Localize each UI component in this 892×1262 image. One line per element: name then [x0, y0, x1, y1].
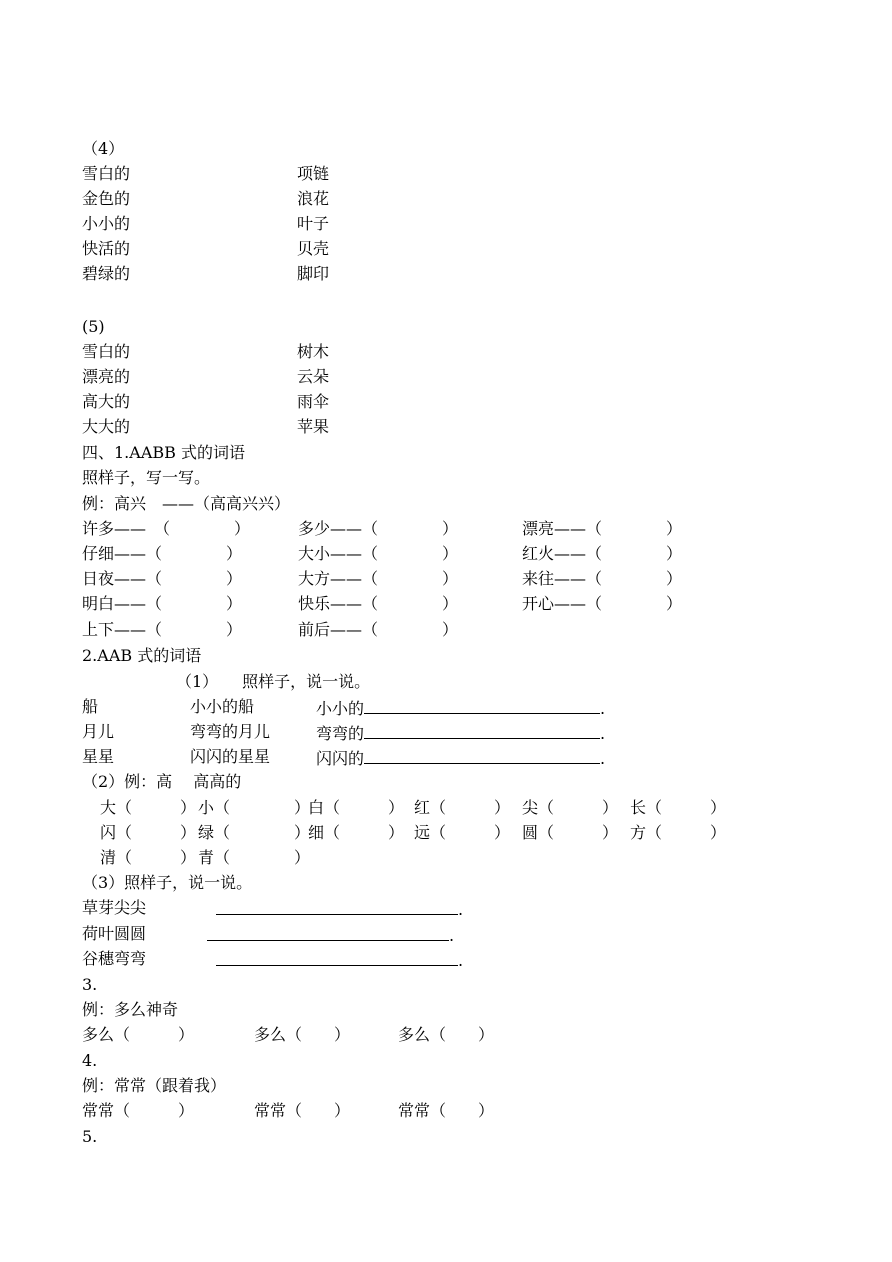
say-a-3: 星星 [82, 747, 115, 766]
fill-item: 白（ ） [308, 798, 405, 817]
section-5-heading: (5) [82, 317, 105, 336]
aabb-item: 仔细——（ ） [82, 544, 243, 563]
word-line-3 [216, 949, 463, 971]
s5-right-1: 树木 [297, 342, 330, 361]
s4-left-4: 快活的 [82, 239, 131, 258]
say-c-2: 弯弯的 [316, 724, 365, 743]
say-b-3: 闪闪的星星 [190, 747, 271, 766]
q3-example: 例：多么神奇 [82, 1000, 179, 1019]
aabb-item: 大方——（ ） [298, 569, 459, 588]
say-line-3 [316, 747, 605, 769]
say-a-2: 月儿 [82, 722, 115, 741]
s4-left-2: 金色的 [82, 189, 131, 208]
s4-left-3: 小小的 [82, 214, 131, 233]
s4-right-5: 脚印 [297, 264, 330, 283]
answer-line[interactable] [216, 898, 458, 915]
aabb-item: 许多—— （ ） [82, 519, 251, 538]
say-c-1: 小小的 [316, 699, 365, 718]
s4-left-1: 雪白的 [82, 164, 131, 183]
answer-line[interactable] [364, 747, 600, 764]
q3-item: 多么（ ） [82, 1025, 195, 1044]
fill-item: 青（ ） [198, 848, 311, 867]
aabb-item: 上下——（ ） [82, 620, 243, 639]
fill-item: 尖（ ） [522, 798, 619, 817]
say-line-2 [316, 722, 605, 744]
say-dot: . [600, 749, 606, 768]
say-b-2: 弯弯的月儿 [190, 722, 271, 741]
word-3: 谷穗弯弯 [82, 949, 147, 968]
aabb-title: 四、1.AABB 式的词语 [82, 443, 245, 462]
q4-example: 例：常常（跟着我） [82, 1076, 227, 1095]
s5-right-3: 雨伞 [297, 392, 330, 411]
say-dot: . [600, 699, 606, 718]
s4-right-3: 叶子 [297, 214, 330, 233]
answer-line[interactable] [216, 949, 458, 966]
q4-item: 常常（ ） [82, 1101, 195, 1120]
s4-right-1: 项链 [297, 164, 330, 183]
aabb-item: 漂亮——（ ） [522, 519, 683, 538]
s5-left-1: 雪白的 [82, 342, 131, 361]
aab-sub2: （2）例：高 高高的 [82, 772, 242, 791]
say-a-1: 船 [82, 697, 99, 716]
s4-left-5: 碧绿的 [82, 264, 131, 283]
answer-line[interactable] [364, 697, 600, 714]
s5-left-4: 大大的 [82, 417, 131, 436]
word-1: 草芽尖尖 [82, 898, 147, 917]
q4-item: 常常（ ） [398, 1101, 495, 1120]
say-line-1 [316, 697, 605, 719]
say-c-3: 闪闪的 [316, 749, 365, 768]
aab-title: 2.AAB 式的词语 [82, 646, 202, 665]
s5-right-4: 苹果 [297, 417, 330, 436]
fill-item: 长（ ） [630, 798, 727, 817]
aab-sub1: （1） 照样子，说一说。 [176, 672, 371, 691]
s5-right-2: 云朵 [297, 367, 330, 386]
s5-left-3: 高大的 [82, 392, 131, 411]
aabb-item: 开心——（ ） [522, 594, 683, 613]
aabb-item: 大小——（ ） [298, 544, 459, 563]
fill-item: 红（ ） [414, 798, 511, 817]
aabb-instruction: 照样子，写一写。 [82, 468, 211, 487]
aabb-item: 日夜——（ ） [82, 569, 243, 588]
fill-item: 大（ ） [100, 798, 197, 817]
fill-item: 远（ ） [414, 823, 511, 842]
fill-item: 小（ ） [198, 798, 311, 817]
fill-item: 清（ ） [100, 848, 197, 867]
q3-item: 多么（ ） [254, 1025, 351, 1044]
answer-line[interactable] [364, 722, 600, 739]
aabb-item: 来往——（ ） [522, 569, 683, 588]
aabb-item: 红火——（ ） [522, 544, 683, 563]
aabb-item: 多少——（ ） [298, 519, 459, 538]
q5-number: 5. [82, 1127, 98, 1146]
word-line-2 [207, 924, 454, 946]
word-2: 荷叶圆圆 [82, 924, 147, 943]
word-line-1 [216, 898, 463, 920]
aabb-item: 明白——（ ） [82, 594, 243, 613]
answer-line[interactable] [207, 924, 449, 941]
aabb-example: 例：高兴 ——（高高兴兴） [82, 494, 291, 513]
q3-number: 3. [82, 975, 98, 994]
word-dot: . [458, 900, 464, 919]
section-4-heading: （4） [82, 139, 125, 158]
fill-item: 细（ ） [308, 823, 405, 842]
fill-item: 绿（ ） [198, 823, 311, 842]
s4-right-2: 浪花 [297, 189, 330, 208]
aabb-item: 快乐——（ ） [298, 594, 459, 613]
q3-item: 多么（ ） [398, 1025, 495, 1044]
fill-item: 闪（ ） [100, 823, 197, 842]
s5-left-2: 漂亮的 [82, 367, 131, 386]
aabb-item: 前后——（ ） [298, 620, 459, 639]
aab-sub3: （3）照样子，说一说。 [82, 873, 253, 892]
q4-number: 4. [82, 1051, 98, 1070]
say-dot: . [600, 724, 606, 743]
fill-item: 方（ ） [630, 823, 727, 842]
word-dot: . [458, 951, 464, 970]
fill-item: 圆（ ） [522, 823, 619, 842]
say-b-1: 小小的船 [190, 697, 255, 716]
word-dot: . [449, 926, 455, 945]
q4-item: 常常（ ） [254, 1101, 351, 1120]
s4-right-4: 贝壳 [297, 239, 330, 258]
